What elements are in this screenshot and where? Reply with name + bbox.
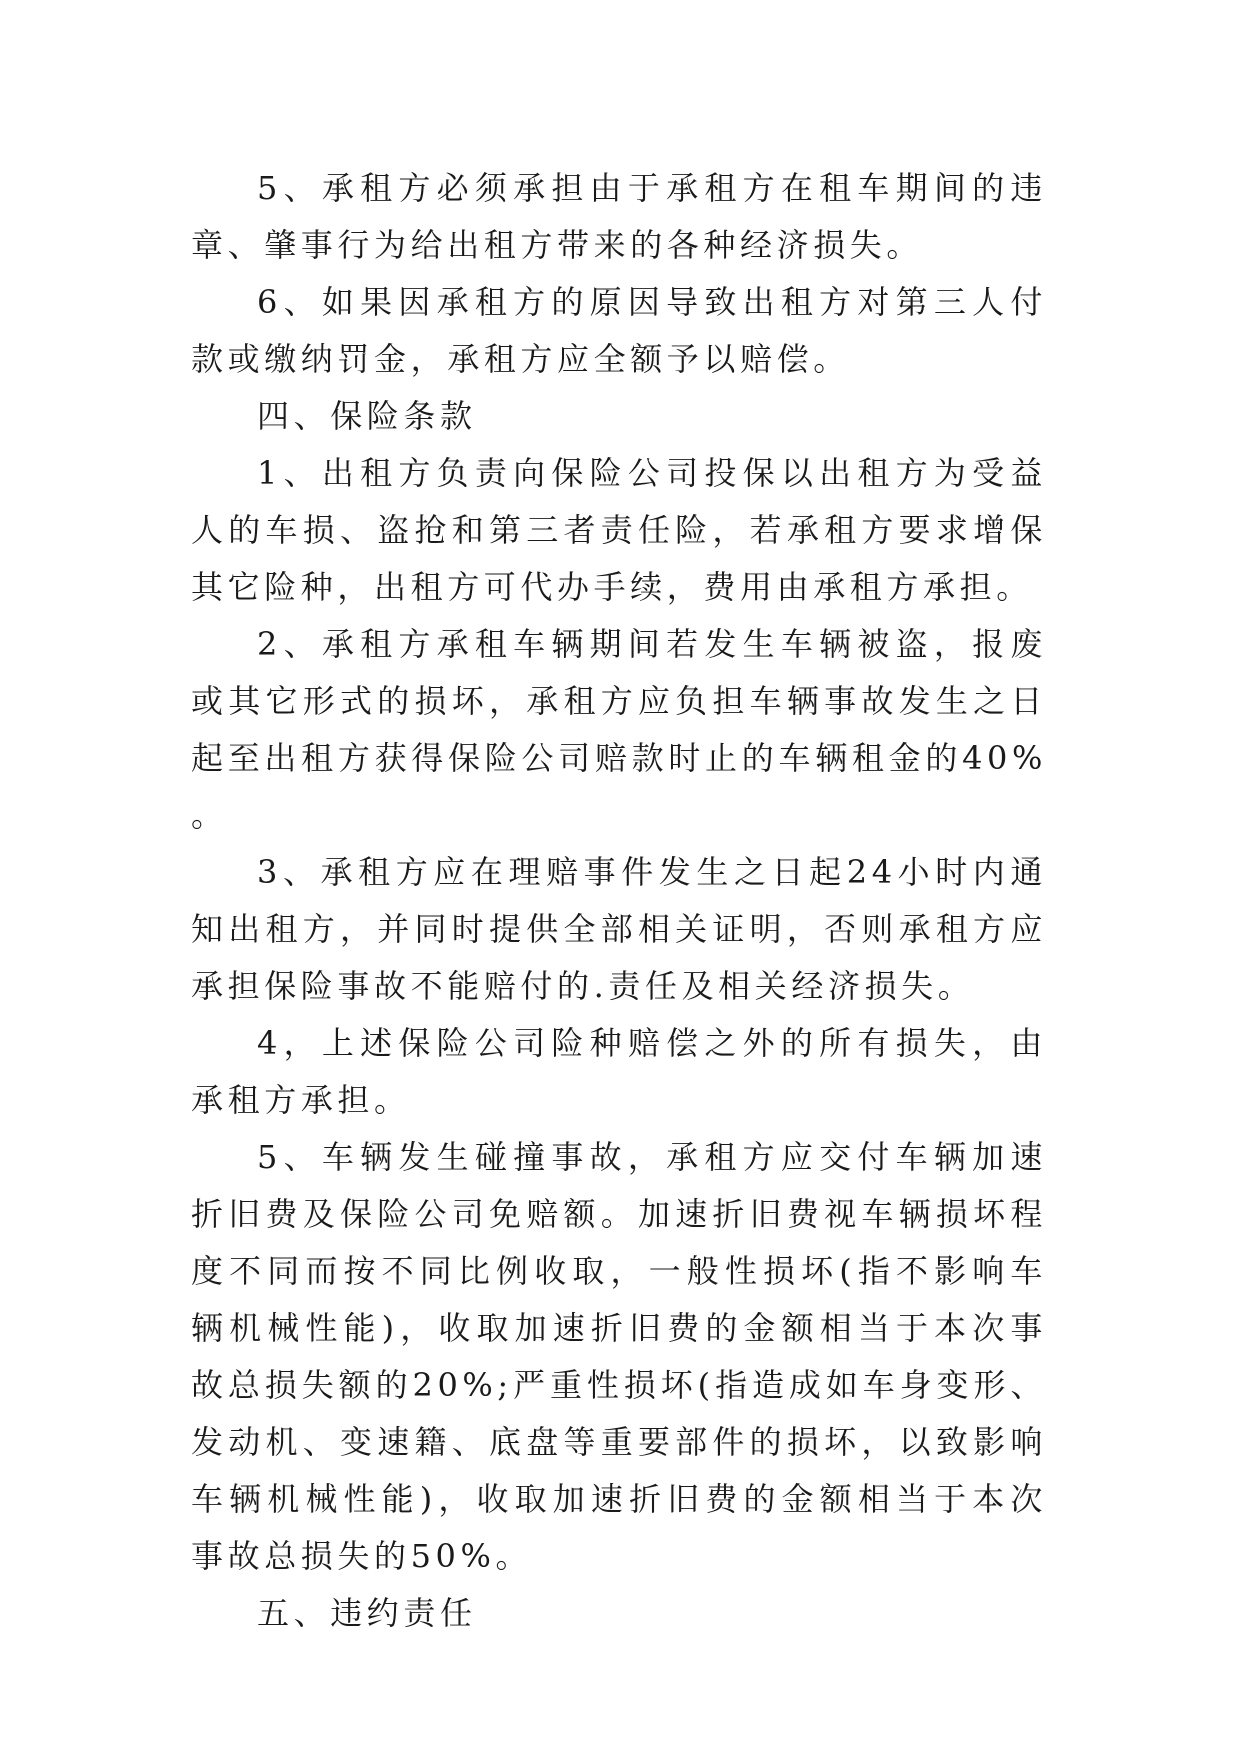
paragraph-insurance-2: 2、承租方承租车辆期间若发生车辆被盗，报废或其它形式的损坏，承租方应负担车辆事故发生之日起至出租方获得保险公司赔款时止的车辆租金的40%。	[191, 625, 1047, 834]
document-page	[191, 160, 1047, 1642]
section-heading-breach-liability: 五、违约责任	[257, 1594, 477, 1632]
paragraph-item-5-violation-losses: 5、承租方必须承担由于承租方在租车期间的违章、肇事行为给出租方带来的各种经济损失。	[191, 169, 1047, 264]
paragraph-insurance-4: 4，上述保险公司险种赔偿之外的所有损失，由承租方承担。	[191, 1024, 1047, 1119]
section-heading-insurance: 四、保险条款	[257, 397, 477, 435]
paragraph-insurance-1: 1、出租方负责向保险公司投保以出租方为受益人的车损、盗抢和第三者责任险，若承租方要求增保其它险种，出租方可代办手续，费用由承租方承担。	[191, 454, 1047, 606]
paragraph-insurance-3: 3、承租方应在理赔事件发生之日起24小时内通知出租方，并同时提供全部相关证明，否则承租方应承担保险事故不能赔付的.责任及相关经济损失。	[191, 853, 1047, 1005]
paragraph-item-6-third-party-payment: 6、如果因承租方的原因导致出租方对第三人付款或缴纳罚金，承租方应全额予以赔偿。	[191, 283, 1047, 378]
paragraph-insurance-5: 5、车辆发生碰撞事故，承租方应交付车辆加速折旧费及保险公司免赔额。加速折旧费视车辆损坏程度不同而按不同比例收取，一般性损坏(指不影响车辆机械性能)，收取加速折旧费的金额相当于本次事故总损失额的20%;严重性损坏(指造成如车身变形、发动机、变速籍、底盘等重要部件的损坏，以致影响车辆机械性能)，收取加速折旧费的金额相当于本次事故总损失的50%。	[191, 1138, 1047, 1575]
